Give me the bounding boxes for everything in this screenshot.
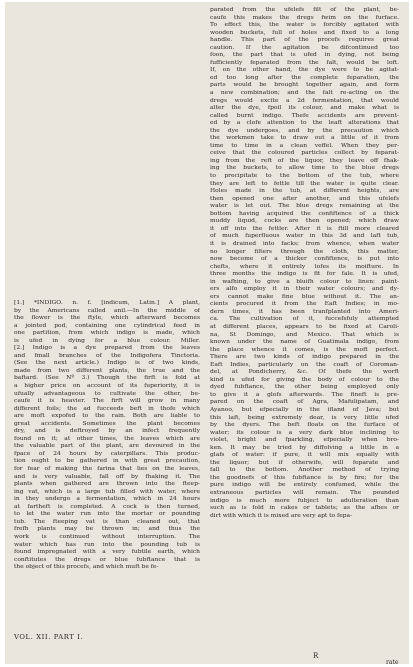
right-column-line: water is let out. The blue dregs remaining at the xyxy=(210,202,399,210)
book-page xyxy=(5,2,409,664)
right-column-line: ken. It may be tried by diffolving a little in a xyxy=(210,443,399,451)
left-column-line: are moft expofed to the rain. Both are liable to xyxy=(14,412,200,420)
right-column-line: parated from the ufelefs filt of the plant, be- xyxy=(210,6,399,13)
right-column-line: then opened one after another, and this ufelefs xyxy=(210,194,399,202)
right-column-line: by the dyers. The beft floats on the furface of xyxy=(210,421,399,429)
left-column-line: the valuable part of the plant, are devoured in the xyxy=(14,442,200,450)
left-column-line: for fear of making the farina that lies on the leaves, xyxy=(14,465,200,473)
right-column-line: fufficiently feparated from the falt, would be loft. xyxy=(210,58,399,66)
right-column-line: pure indigo will be entirely confumed, while the xyxy=(210,481,399,489)
right-column-line: at different places, appears to be fixed at Caroli- xyxy=(210,322,399,330)
left-column-line: one partition, from which indigo is made, which xyxy=(14,329,200,337)
right-column-line: in wafhing, to give a bluifh colour to linen: paint- xyxy=(210,277,399,285)
left-column-line: water which has run into the pounding tub is xyxy=(14,540,200,548)
left-column-line: made from two different plants, the true and the xyxy=(14,366,200,374)
right-column-line: foon, the part that is ufed in dying, not being xyxy=(210,51,399,59)
right-column-line: If, on the other hand, the dye were to be agitat- xyxy=(210,66,399,74)
left-column-line: work is continued without interruption. The xyxy=(14,532,200,540)
left-column-line: in they undergo a fermentation, which in 24 hours xyxy=(14,495,200,503)
left-column-line: a higher price on account of its fuperiority, it is xyxy=(14,382,200,390)
right-column-line: ing from the reft of the liquor, they leave off fhak- xyxy=(210,156,399,164)
right-column-line: cients procured it from the Eaft Indies; in mo- xyxy=(210,300,399,308)
right-column-line: the workmen take to draw out a little of it from xyxy=(210,134,399,142)
right-column-line: bottom having acquired the confiftence of a thick xyxy=(210,209,399,217)
left-column-line: different foils; the ad fucceeds beft in thofe which xyxy=(14,404,200,412)
right-column-line: del, at Pondicherry, &c. Of thefe the worft xyxy=(210,368,399,376)
right-column-line: alter the dye, fpoil its colour, and make what is xyxy=(210,104,399,112)
right-column-line: ca. The cultivation of it, fuccefsfuly attempted xyxy=(210,315,399,323)
left-column-line: (See the next article.) Indigo is of two kinds, xyxy=(14,359,200,367)
right-column-line: ed by a clofe attention to the leaft alterations that xyxy=(210,119,399,127)
right-column-line: indigo is much more fubject to adulteration than xyxy=(210,496,399,504)
right-column-line: time to time in a clean veffel. When they per- xyxy=(210,141,399,149)
left-column-line: tub. The fteeping vat is than cleaned out, that xyxy=(14,517,200,525)
left-column-line: is ufed in dying for a blue colour. Miller. xyxy=(14,336,200,344)
left-column-line: baftard. (See Nº 3.) Though the firft is fold at xyxy=(14,374,200,382)
left-column-line: [2.] Indigo is a dye prepared from the leaves xyxy=(14,344,200,352)
right-column-line: extraneous particles will remain. The pounded xyxy=(210,489,399,496)
right-column-line: glafs of water: if pure, it will mix equally with xyxy=(210,451,399,459)
right-column-line: ed too long after the complete feparation, the xyxy=(210,73,399,81)
right-column-line: wooden buckets, full of holes and fixed to a long xyxy=(210,28,399,36)
right-column-line: ceive that the coloured particles collect by feparat- xyxy=(210,149,399,157)
left-column-line: frefh plants may be thrown in; and thus the xyxy=(14,525,200,533)
right-column-line: Ayanoo, but efpecially in the ifland of Java; but xyxy=(210,405,399,413)
left-column-line: plants when gathered are thrown into the fteep- xyxy=(14,480,200,488)
right-column-line: three months the indigo is fit for fale. It is ufed, xyxy=(210,270,399,278)
left-column-line: and is very valuable, fall off by fhaking it. The xyxy=(14,472,200,480)
right-column-line: dern times, it has been tranfplanted into Ameri- xyxy=(210,307,399,315)
left-column-line: the object of this procefs, and which muft be fe- xyxy=(14,563,159,571)
right-column-line: dyed fubftance, the other being employed only xyxy=(210,383,399,391)
right-column-line: To effect this, the water is forcibly agitated with xyxy=(210,21,399,29)
right-column-line: to give it a glofs afterwards. The fineft is pre- xyxy=(210,390,399,398)
right-column-line: caufe this makes the dregs fwim on the furface. xyxy=(210,13,399,21)
left-column-line: [1.] *INDIGO. n. f. [indicum, Latin.] A plant, xyxy=(14,299,200,306)
left-column-line: to let the water run into the mortar or pounding xyxy=(14,510,200,518)
left-column-line: dry, and is deftroyed by an infect frequently xyxy=(14,427,200,435)
right-column-line: known under the name of Guatimala indigo, from xyxy=(210,338,399,346)
right-column-line: handle. This part of the procefs requires great xyxy=(210,36,399,44)
right-column-line: parts would be brought together again, and form xyxy=(210,81,399,89)
left-column-line: found on it; at other times, the leaves which are xyxy=(14,434,200,442)
left-column-line: great accidents. Sometimes the plant becomes xyxy=(14,419,200,427)
volume-footer: VOL. XII. PART I. xyxy=(14,633,84,641)
right-column-line: kind is ufed for giving the body of colour to the xyxy=(210,375,399,383)
left-column-line: conftitutes the dregs or blue fubftance that is xyxy=(14,555,200,563)
left-column-line: found impregnated with a very fubtile earth, which xyxy=(14,548,200,556)
right-column-line: this laft, being extremely dear, is very little ufed xyxy=(210,413,399,421)
right-column-line: ers alfo employ it in their water colours; and dy- xyxy=(210,285,399,293)
right-column-line: Holes made in the tub, at different heights, are xyxy=(210,187,399,195)
right-column-line: muddy liquid, cocks are then opened; which draw xyxy=(210,217,399,225)
right-column-line: fall to the bottom. Another method of trying xyxy=(210,466,399,474)
right-text-column xyxy=(210,6,399,519)
right-column-line: dregs would excite a 2d fermentation, that would xyxy=(210,96,399,104)
right-column-line: chefts, where it entirely lofes its moifture. In xyxy=(210,262,399,270)
right-column-line: na, St Domingo, and Mexico. That which is xyxy=(210,330,399,338)
left-column-line: the flower is the ftyle, which afterward becomes xyxy=(14,314,200,322)
right-column-line: violet, bright and fparkling, efpecially when bro- xyxy=(210,436,399,444)
left-text-column xyxy=(14,299,200,571)
right-column-line: pared on the coaft of Agra, Mafulipatam, and xyxy=(210,398,399,406)
right-column-line: it off into the fettler. After it is ftill more cleared xyxy=(210,224,399,232)
left-column-line: caufe it is heavier. The firft will grow in many xyxy=(14,397,200,405)
right-column-line: caution. If the agitation be difcontinued too xyxy=(210,43,399,51)
right-column-line: ers cannot make fine blue without it. The an- xyxy=(210,292,399,300)
left-column-line: ing vat, which is a large tub filled with water, where xyxy=(14,487,200,495)
left-column-line: fpace of 24 hours by caterpillars. This produc- xyxy=(14,449,200,457)
right-column-line: they are left to fettle till the water is quite clear. xyxy=(210,179,399,187)
left-column-line: ufually advantageous to cultivate the other, be- xyxy=(14,389,200,397)
catchword: rate xyxy=(386,659,399,664)
right-column-line: to precipitate to the bottom of the tub, where xyxy=(210,172,399,180)
left-column-line: a jointed pod, containing one cylindrical feed in xyxy=(14,321,200,329)
left-column-line: tion ought to be gathered in with great precaution, xyxy=(14,457,200,465)
right-column-line: such as is fold in cakes or tablets; as the afhes or xyxy=(210,504,399,512)
right-column-line: ing the buckets, to allow time to the blue dregs xyxy=(210,164,399,172)
right-column-line: Eaft Indies, particularly on the coaft of Coroman- xyxy=(210,360,399,368)
left-column-line: by the Americans called anil.—In the middle of xyxy=(14,306,200,314)
left-column-line: at fartheft is completed. A cock is then turned, xyxy=(14,502,200,510)
right-column-line: the liquor; but if otherwife, will feparate and xyxy=(210,458,399,466)
right-column-line: called burnt indigo. Thefe accidents are prevent- xyxy=(210,111,399,119)
right-column-line: of much fuperfluous water in this 3d and laft tub, xyxy=(210,232,399,240)
right-column-line: the place whence it comes, is the moft perfect. xyxy=(210,345,399,353)
right-column-line: a new combination; and the falt re-acting on the xyxy=(210,89,399,97)
right-column-line: now become of a thicker confiftence, is put into xyxy=(210,255,399,263)
right-column-line: There are two kinds of indigo prepared in the xyxy=(210,353,399,361)
right-column-line: water; its colour is a very dark blue inclining to xyxy=(210,428,399,436)
left-column-line: and fmall branches of the Indigofera Tinctoria. xyxy=(14,351,200,359)
right-column-line: it is drained into facks; from whence, when water xyxy=(210,239,399,247)
right-column-line: dirt with which it is mixed are very apt to fepa- xyxy=(210,511,353,519)
signature-mark: R xyxy=(313,652,319,660)
right-column-line: no longer filters through the cloth, this matter, xyxy=(210,247,399,255)
right-column-line: the goodnefs of this fubftance is by fire; for the xyxy=(210,473,399,481)
right-column-line: the dye undergoes, and by the precaution which xyxy=(210,126,399,134)
